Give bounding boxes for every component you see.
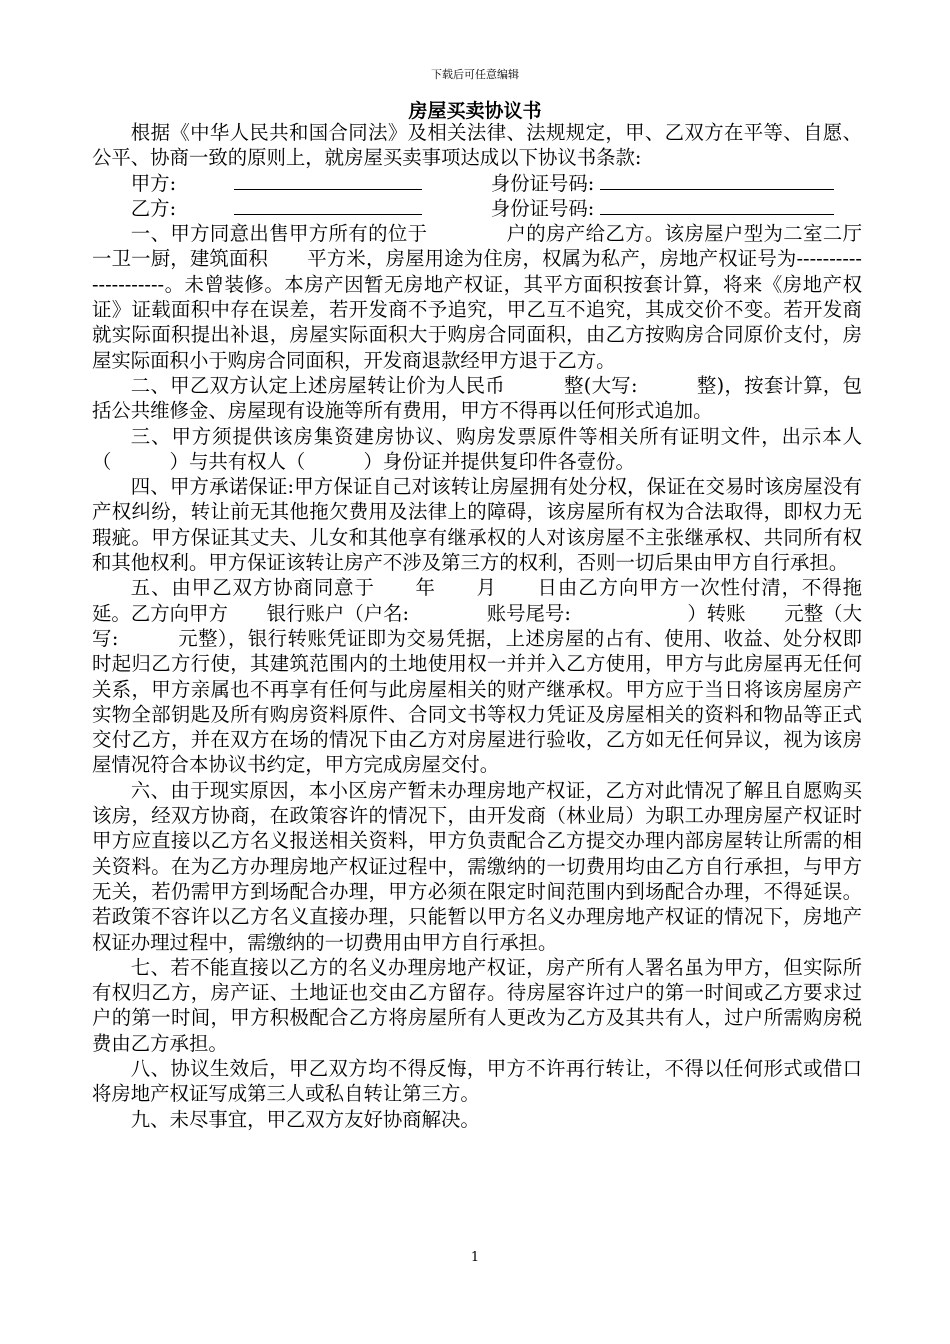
clause-9: 九、未尽事宜，甲乙双方友好协商解决。 — [130, 1107, 480, 1131]
party-b-label: 乙方: — [130, 196, 177, 220]
intro-paragraph: 根据《中华人民共和国合同法》及相关法律、法规规定，甲、乙双方在平等、自愿、公平、协商一致的原则上，就房屋买卖事项达成以下协议书条款: — [92, 121, 862, 170]
party-a-id-blank — [600, 171, 834, 190]
page-number: 1 — [470, 1250, 480, 1265]
party-b-id-label: 身份证号码: — [490, 196, 595, 220]
document-title: 房屋买卖协议书 — [408, 100, 542, 122]
party-b-row — [92, 196, 862, 221]
party-b-name-blank — [234, 196, 422, 215]
clause-5: 五、由甲乙双方协商同意于 年 月 日由乙方向甲方一次性付清，不得拖延。乙方向甲方 银行账户（户名: 账号尾号: ）转账 元整（大写: 元整），银行转账凭证即为交易凭据，上述房屋的占有、使用、收益、处分权即时起归乙方行使，其建筑范围内的土地使用权一并并入乙方使用，甲方与此房屋再无任何关系，甲方亲属也不再享有任何与此房屋相关的财产继承权。甲方应于当日将该房屋房产实物全部钥匙及所有购房资料原件、合同文书等权力凭证及房屋相关的资料和物品等正式交付乙方，并在双方在场的情况下由乙方对房屋进行验收，乙方如无任何异议，视为该房屋情况符合本协议书约定，甲方完成房屋交付。 — [92, 576, 862, 777]
party-b-id-blank — [600, 196, 834, 215]
clause-1: 一、甲方同意出售甲方所有的位于 户的房产给乙方。该房屋户型为二室二厅一卫一厨，建筑面积 平方米，房屋用途为住房，权属为私产，房地产权证号为---------------------。未曾装修。本房产因暂无房地产权证，其平方面积按套计算，将来《房地产权证》证载面积中存在误差，若开发商不予追究，甲乙互不追究，其成交价不变。若开发商就实际面积提出补退，房屋实际面积大于购房合同面积，由乙方按购房合同原价支付，房屋实际面积小于购房合同面积，开发商退款经甲方退于乙方。 — [92, 222, 862, 372]
party-a-name-blank — [234, 171, 422, 190]
clause-7: 七、若不能直接以乙方的名义办理房地产权证，房产所有人署名虽为甲方，但实际所有权归乙方，房产证、土地证也交由乙方留存。待房屋容许过户的第一时间或乙方要求过户的第一时间，甲方积极配合乙方将房屋所有人更改为乙方及其共有人，过户所需购房税费由乙方承担。 — [92, 955, 862, 1055]
agreement-body — [92, 120, 862, 1132]
clause-6: 六、由于现实原因，本小区房产暂未办理房地产权证，乙方对此情况了解且自愿购买该房，经双方协商，在政策容许的情况下，由开发商（林业局）为职工办理房屋产权证时甲方应直接以乙方名义报送相关资料，甲方负责配合乙方提交办理内部房屋转让所需的相关资料。在为乙方办理房地产权证过程中，需缴纳的一切费用均由乙方自行承担，与甲方无关，若仍需甲方到场配合办理，甲方必须在限定时间范围内到场配合办理，不得延误。若政策不容许以乙方名义直接办理，只能暂以甲方名义办理房地产权证的情况下，房地产权证办理过程中，需缴纳的一切费用由甲方自行承担。 — [92, 778, 862, 954]
clause-8: 八、协议生效后，甲乙双方均不得反悔，甲方不许再行转让，不得以任何形式或借口将房地产权证写成第三人或私自转让第三方。 — [92, 1056, 862, 1106]
clause-4: 四、甲方承诺保证:甲方保证自己对该转让房屋拥有处分权，保证在交易时该房屋没有产权纠纷，转让前无其他拖欠费用及法律上的障碍，该房屋所有权为合法取得，即权力无瑕疵。甲方保证其丈夫、儿女和其他享有继承权的人对该房屋不主张继承权、共同所有权和其他权利。甲方保证该转让房产不涉及第三方的权利，否则一切后果由甲方自行承担。 — [92, 475, 862, 575]
party-a-id-label: 身份证号码: — [490, 171, 595, 195]
clause-3: 三、甲方须提供该房集资建房协议、购房发票原件等相关所有证明文件，出示本人（ ）与共有权人（ ）身份证并提供复印件各壹份。 — [92, 424, 862, 473]
clause-2: 二、甲乙双方认定上述房屋转让价为人民币 整(大写: 整)，按套计算，包括公共维修金、房屋现有设施等所有费用，甲方不得再以任何形式追加。 — [92, 373, 862, 423]
party-a-label: 甲方: — [130, 171, 177, 195]
party-a-row — [92, 171, 862, 196]
header-note: 下载后可任意编辑 — [431, 68, 519, 81]
